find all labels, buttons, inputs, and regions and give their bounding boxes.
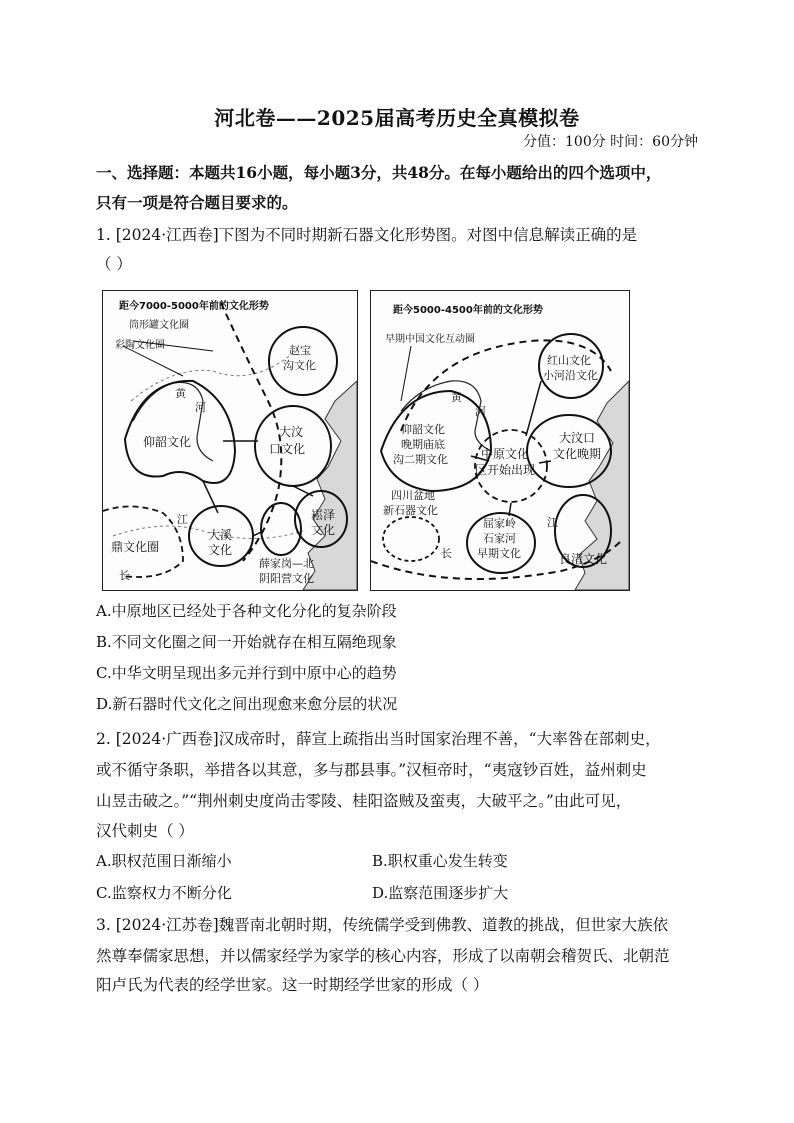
- map-left-label: 彩陶文化圈: [115, 340, 165, 351]
- map-right-label: 红山文化: [547, 354, 591, 367]
- map-right-label: 河: [475, 405, 486, 418]
- map-right-label: 早期中国文化互动圈: [385, 334, 475, 345]
- map-left-label: 仰韶文化: [143, 435, 192, 449]
- map-right-arrow-2: [526, 381, 541, 436]
- q1-option-d[interactable]: D.新石器时代文化之间出现愈来愈分层的状况: [96, 695, 398, 713]
- map-right-label: 石家河: [483, 532, 516, 545]
- map-left-label: 长: [119, 569, 130, 582]
- map-left-label: 文化: [208, 543, 233, 557]
- map-left-arrow-3: [293, 486, 313, 496]
- map-right-label: 黄: [451, 391, 462, 404]
- map-right-title: 距今5000-4500年前的文化形势: [393, 305, 543, 316]
- map-left-label: 鼎文化圈: [111, 540, 160, 554]
- map-left-label: 薛家岗—北: [259, 557, 314, 570]
- map-right-label: 屈家岭: [483, 517, 516, 530]
- q3-stem-line-2: 然尊奉儒家思想，并以儒家经学为家学的核心内容，形成了以南朝会稽贺氏、北朝范: [96, 947, 670, 965]
- q2-option-c[interactable]: C.监察权力不断分化: [96, 884, 232, 902]
- map-right-label: 小河沿文化: [543, 369, 598, 382]
- map-left-label: 口文化: [269, 442, 306, 456]
- map-left-xuejia-area: [261, 503, 301, 555]
- q2-option-b[interactable]: B.职权重心发生转变: [372, 852, 508, 870]
- map-left-label: 大汶: [279, 425, 304, 439]
- map-right-5000-4500: [370, 290, 630, 591]
- map-left-drawing: [103, 291, 357, 590]
- q2-option-d[interactable]: D.监察范围逐步扩大: [372, 884, 509, 902]
- map-left-label: 黄: [175, 387, 186, 400]
- score-time-info: 分值：100分 时间：60分钟: [523, 134, 698, 150]
- section-intro-line-1: 一、选择题：本题共16小题，每小题3分，共48分。在每小题给出的四个选项中，: [96, 163, 662, 182]
- map-right-sichuan-area: [383, 517, 439, 561]
- map-right-label: 区开始出现: [475, 463, 536, 477]
- map-left-label: 文化: [311, 523, 336, 537]
- q1-stem-line-2: （ ）: [96, 255, 132, 273]
- q3-stem-line-3: 阳卢氏为代表的经学世家。这一时期经学世家的形成（ ）: [96, 976, 489, 994]
- page-title: 河北卷——2025届高考历史全真模拟卷: [214, 106, 580, 130]
- q2-option-a[interactable]: A.职权范围日渐缩小: [96, 852, 232, 870]
- map-left-7000-5000: [102, 290, 358, 591]
- map-left-label: 沟文化: [283, 359, 316, 372]
- map-right-label: 晚期庙底: [401, 438, 445, 451]
- map-left-label: 河: [195, 401, 206, 414]
- section-intro-line-2: 只有一项是符合题目要求的。: [96, 193, 298, 212]
- map-left-label: 阴阳营文化: [259, 572, 314, 585]
- map-right-label: 江: [547, 516, 558, 529]
- q3-stem-line-1: 3. [2024·江苏卷]魏晋南北朝时期，传统儒学受到佛教、道教的挑战，但世家大族依: [96, 916, 669, 934]
- map-right-label: 早期文化: [477, 547, 521, 560]
- q1-option-a[interactable]: A.中原地区已经处于各种文化分化的复杂阶段: [96, 602, 397, 620]
- map-left-yellow-river: [133, 382, 213, 461]
- map-left-title: 距今7000-5000年前的文化形势: [119, 301, 269, 312]
- q2-stem-line-3: 山昱击破之。”“荆州刺史度尚击零陵、桂阳盗贼及蛮夷，大破平之。”由此可见，: [96, 792, 632, 810]
- map-left-boundary: [221, 303, 281, 561]
- map-right-label: 大汶口: [559, 431, 596, 445]
- map-right-label: 四川盆地: [391, 489, 435, 502]
- map-right-label: 沟二期文化: [393, 453, 448, 466]
- q2-stem-line-4: 汉代刺史（ ）: [96, 822, 194, 840]
- q2-stem-line-2: 或不循守条职，举措各以其意，多与郡县事。”汉桓帝时，“夷寇钞百姓，益州刺史: [96, 761, 647, 779]
- map-right-label: 文化晚期: [553, 447, 602, 461]
- map-right-leader-1: [401, 346, 411, 401]
- map-left-label: 大溪: [208, 528, 233, 542]
- map-left-label: 崧泽: [311, 508, 336, 522]
- map-right-label: 新石器文化: [383, 504, 438, 517]
- q2-stem-line-1: 2. [2024·广西卷]汉成帝时，薛宣上疏指出当时国家治理不善，“大率咎在部刺史，: [96, 730, 661, 748]
- map-right-label: 良渚文化: [559, 552, 608, 566]
- map-right-label: 长: [441, 547, 452, 560]
- map-right-drawing: [371, 291, 629, 590]
- map-right-label: 中原文化: [481, 447, 530, 461]
- map-right-arrow-3: [539, 461, 551, 463]
- map-left-label: 赵宝: [289, 344, 311, 357]
- q1-stem-line-1: 1. [2024·江西卷]下图为不同时期新石器文化形势图。对图中信息解读正确的是: [96, 226, 638, 244]
- q1-option-c[interactable]: C.中华文明呈现出多元并行到中原中心的趋势: [96, 664, 397, 682]
- map-right-label: 仰韶文化: [401, 423, 445, 436]
- map-left-label: 江: [177, 513, 188, 526]
- map-left-label: 筒形罐文化圈: [129, 320, 189, 331]
- q1-option-b[interactable]: B.不同文化圈之间一开始就存在相互隔绝现象: [96, 633, 397, 651]
